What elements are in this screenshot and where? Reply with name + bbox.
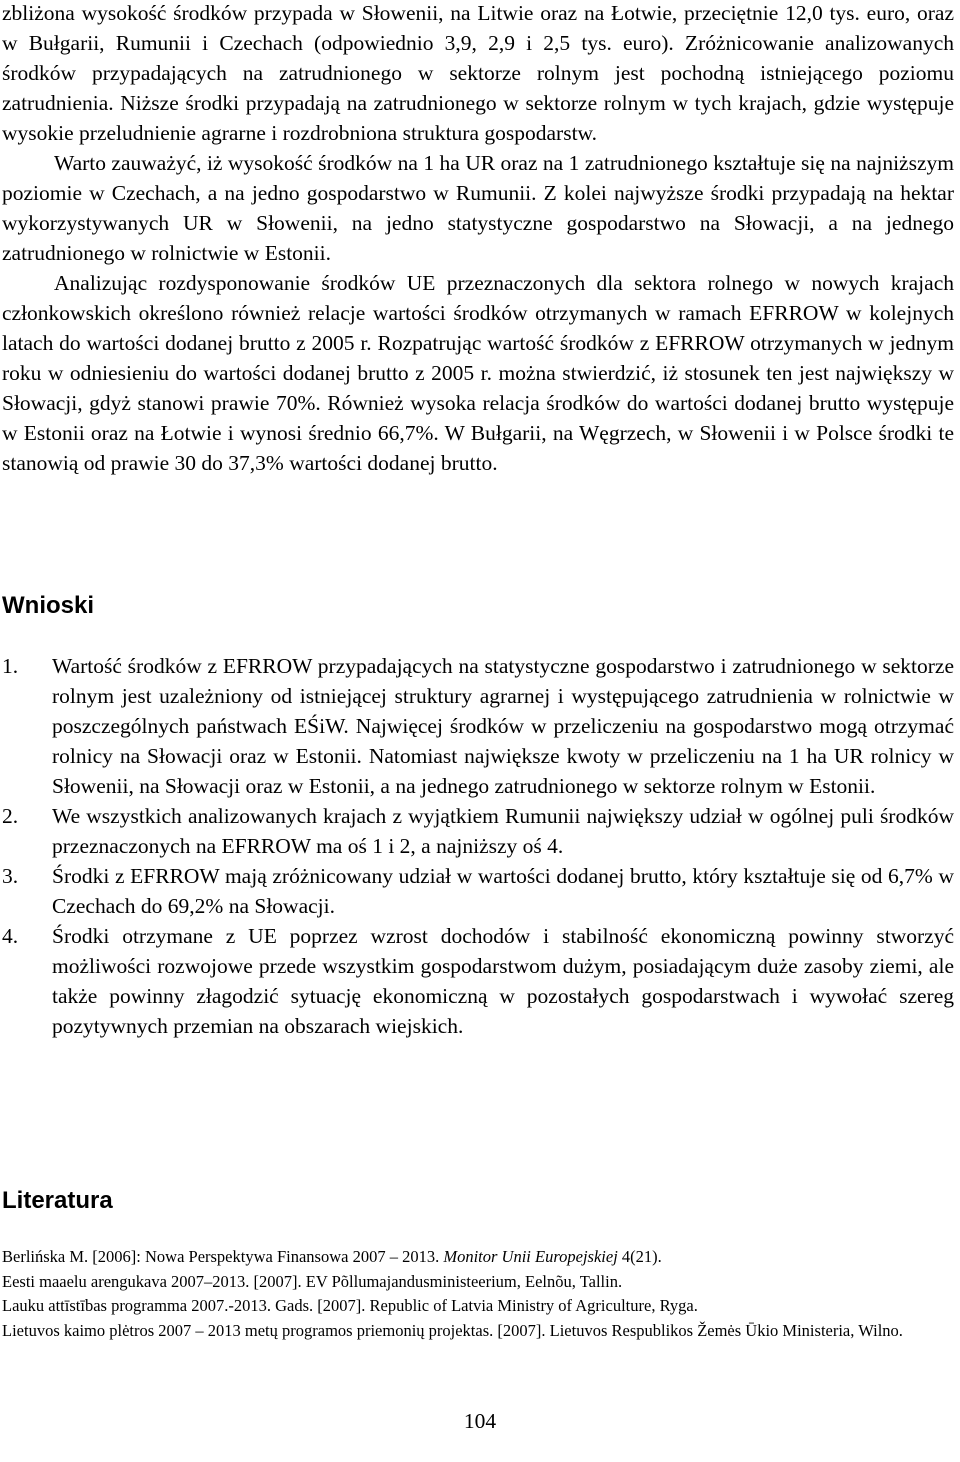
literature-heading: Literatura [2,1187,113,1214]
conclusion-item-4 [2,921,954,1041]
reference-text: Lauku attīstības programma 2007.-2013. Gads. [2007]. Republic of Latvia Ministry of Agriculture, Ryga. [2,1296,698,1315]
paragraph-1: zbliżona wysokość środków przypada w Słowenii, na Litwie oraz na Łotwie, przeciętnie 12,0 tys. euro, oraz w Bułgarii, Rumunii i Czechach (odpowiednio 3,9, 2,9 i 2,5 tys. euro). Zróżnicowanie analizowanych środków przypadających na zatrudnionego w sektorze rolnym jest pochodną istniejącego poziomu zatrudnienia. Niższe środki przypadają na zatrudnionego w sektorze rolnym w tych krajach, gdzie występuje wysokie przeludnienie agrarne i rozdrobniona struktura gospodarstw. [2,1,954,145]
reference-item [2,1245,954,1270]
page-number: 104 [463,1409,497,1433]
reference-item [2,1319,954,1344]
conclusion-item-2 [2,801,954,861]
conclusion-number: 2. [2,804,19,828]
reference-text: Eesti maaelu arengukava 2007–2013. [2007]. EV Põllumajandusministeerium, Eelnõu, Tallin. [2,1271,623,1291]
conclusion-text: Środki z EFRROW mają zróżnicowany udział w wartości dodanej brutto, który kształtuje się od 6,7% w Czechach do 69,2% na Słowacji. [52,864,954,918]
reference-text-end: 4(21). [617,1247,662,1266]
conclusion-text: We wszystkich analizowanych krajach z wyjątkiem Rumunii największy udział w ogólnej puli środków przeznaczonych na EFRROW ma oś 1 i 2, a najniższy oś 4. [52,804,954,858]
conclusion-number: 3. [2,864,19,888]
reference-item [2,1294,954,1319]
reference-text: Lietuvos kaimo plėtros 2007 – 2013 metų programos priemonių projektas. [2007]. Lietuvos Respublikos Žemės Ūkio Ministeria, Wilno. [2,1320,903,1340]
reference-text: Berlińska M. [2006]: Nowa Perspektywa Finansowa 2007 – 2013. [2,1247,444,1266]
conclusion-item-3 [2,861,954,921]
conclusion-item-1 [2,651,954,801]
reference-item [2,1270,954,1295]
conclusions-heading: Wnioski [2,592,95,619]
conclusion-number: 4. [2,924,19,948]
conclusion-text: Środki otrzymane z UE poprzez wzrost dochodów i stabilność ekonomiczną powinny stworzyć możliwości rozwojowe przede wszystkim gospodarstwom dużym, posiadającym duże zasoby ziemi, ale także powinny złagodzić sytuację ekonomiczną w pozostałych gospodarstwach i wywołać szereg pozytywnych przemian na obszarach wiejskich. [52,924,954,1038]
conclusion-text: Wartość środków z EFRROW przypadających na statystyczne gospodarstwo i zatrudnionego w sektorze rolnym jest uzależniony od istniejącej struktury agrarnej i występującego zatrudnienia w rolnictwie w poszczególnych państwach EŚiW. Najwięcej środków w przeliczeniu na gospodarstwo mogą otrzymać rolnicy na Słowacji oraz w Estonii. Natomiast największe kwoty w przeliczeniu na 1 ha UR rolnicy w Słowenii, na Słowacji oraz w Estonii, a na jednego zatrudnionego w sektorze rolnym w Estonii. [52,654,954,798]
references-list [2,1245,954,1343]
reference-journal: Monitor Unii Europejskiej [443,1247,618,1266]
conclusions-list [2,651,954,1041]
body-text [2,0,954,478]
paragraph-2: Warto zauważyć, iż wysokość środków na 1 ha UR oraz na 1 zatrudnionego kształtuje się na najniższym poziomie w Czechach, a na jedno gospodarstwo w Rumunii. Z kolei najwyższe środki przypadają na hektar wykorzystywanych UR w Słowenii, na jedno statystyczne gospodarstwo na Słowacji, a na jednego zatrudnionego w rolnictwie w Estonii. [2,151,954,265]
paragraph-3: Analizując rozdysponowanie środków UE przeznaczonych dla sektora rolnego w nowych krajach członkowskich określono również relacje wartości środków otrzymanych w ramach EFRROW w kolejnych latach do wartości dodanej brutto z 2005 r. Rozpatrując wartość środków z EFRROW otrzymanych w jednym roku w odniesieniu do wartości dodanej brutto z 2005 r. można stwierdzić, iż stosunek ten jest największy w Słowacji, gdyż stanowi prawie 70%. Również wysoka relacja środków do wartości dodanej brutto występuje w Estonii oraz na Łotwie i wynosi średnio 66,7%. W Bułgarii, na Węgrzech, w Słowenii i w Polsce środki te stanowią od prawie 30 do 37,3% wartości dodanej brutto. [2,271,954,475]
conclusion-number: 1. [2,654,19,678]
